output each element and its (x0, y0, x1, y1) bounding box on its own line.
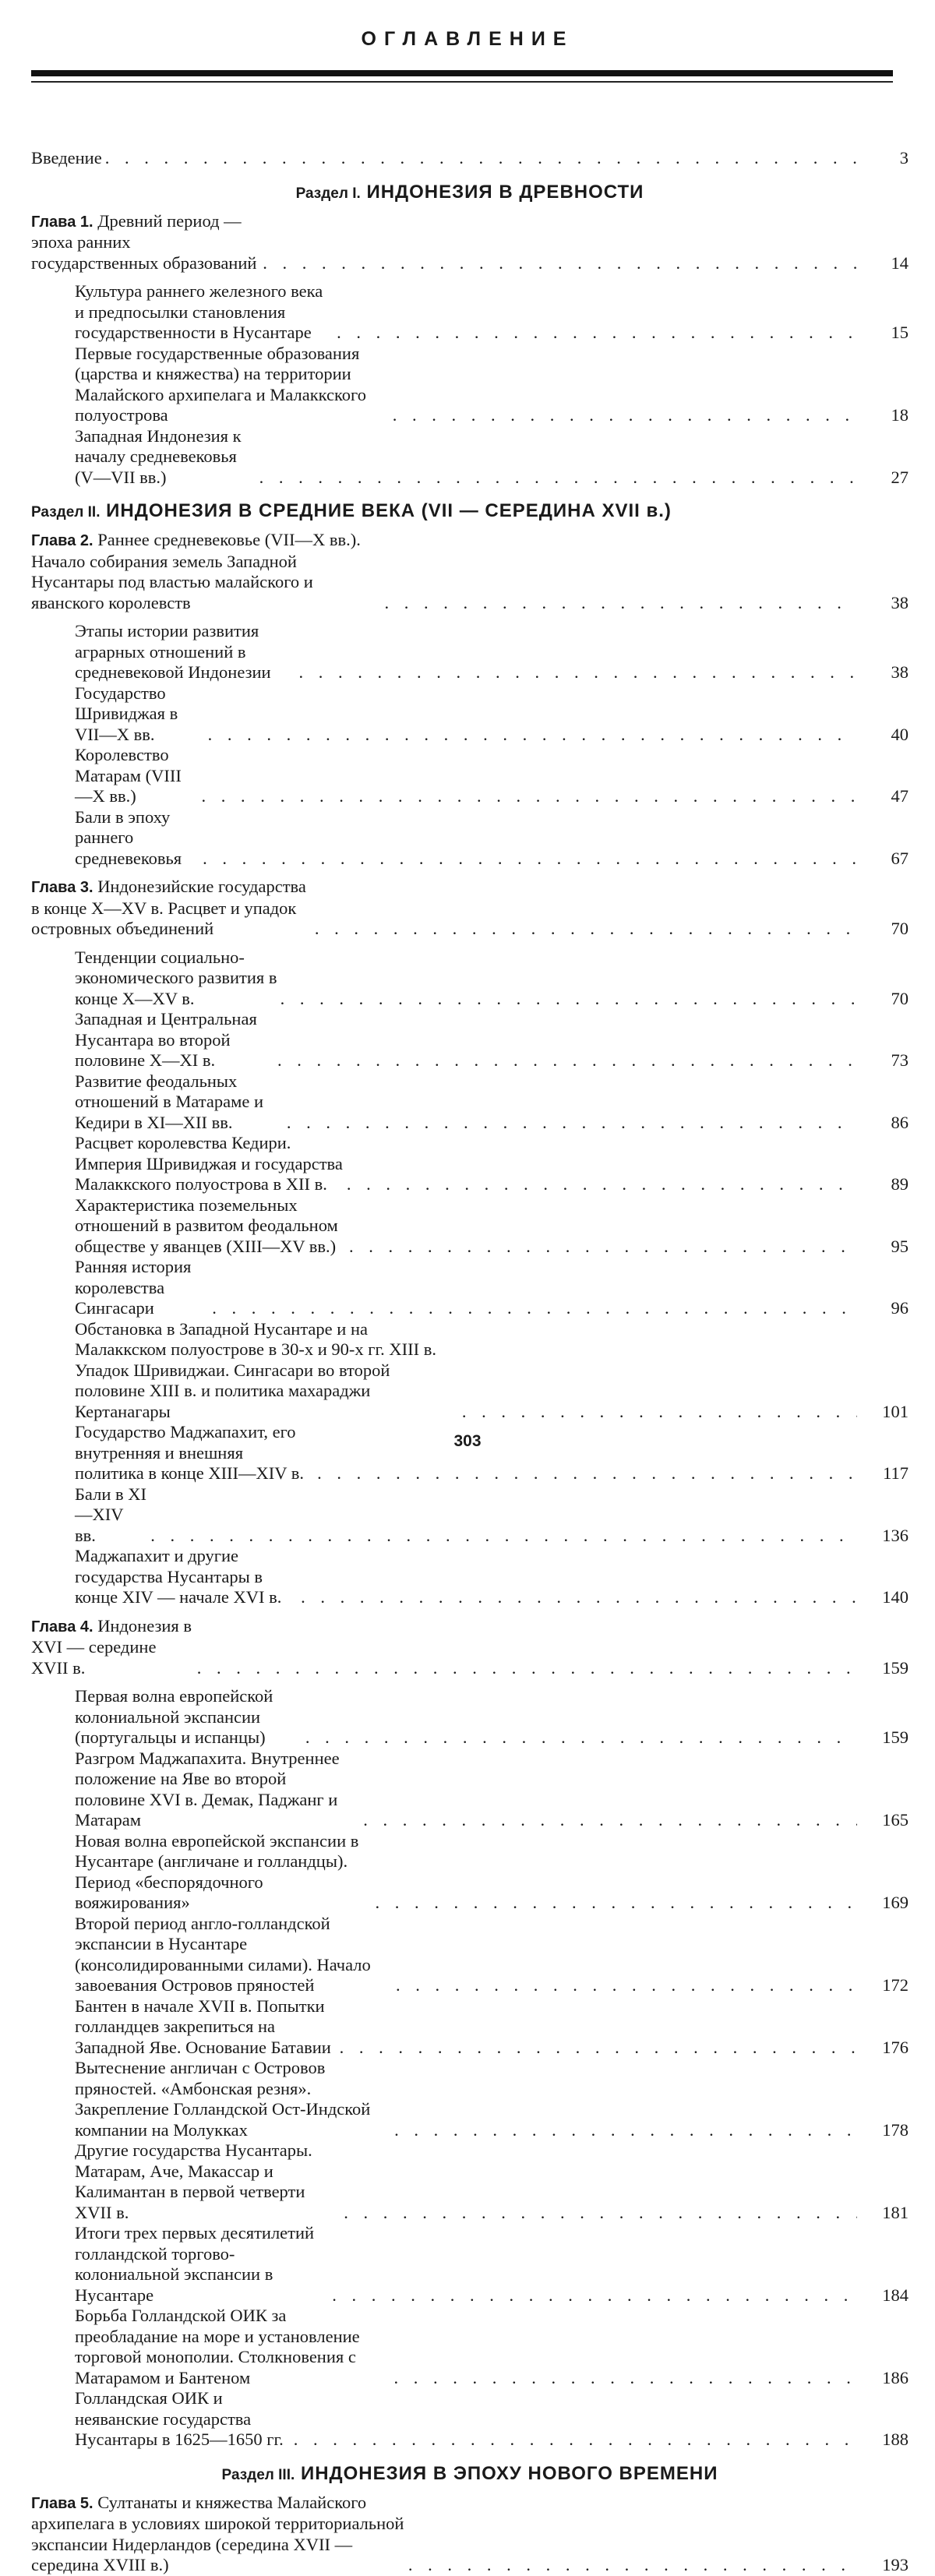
section-title: ИНДОНЕЗИЯ В ДРЕВНОСТИ (366, 181, 644, 203)
toc-chapter-4[interactable] (31, 1616, 909, 1679)
toc-entry-title: Западная Индонезия к началу средневековья (V—VII вв.) (75, 425, 242, 487)
toc-entry-page: 70 (891, 988, 909, 1008)
toc-entry-title: Маджапахит и другие государства Нусантары в конце XIV — начале XVI в. (75, 1546, 282, 1607)
toc-entry[interactable] (31, 683, 909, 746)
toc-entry[interactable] (31, 344, 909, 426)
dot-leader (340, 2203, 857, 2224)
toc-entry-page: 86 (891, 1112, 909, 1132)
toc-entry-page: 159 (882, 1657, 909, 1678)
toc-entry-page: 117 (883, 1463, 909, 1483)
dot-leader (302, 1727, 857, 1749)
toc-entry-title: Первые государственные образования (царства и княжества) на территории Малайского архипелага и Малаккского полуострова (75, 343, 366, 425)
dot-leader (194, 1658, 857, 1679)
toc-entry[interactable] (31, 1996, 909, 2059)
toc-entry[interactable] (31, 2306, 909, 2388)
chapter-label: Глава 3. (31, 879, 94, 896)
chapter-title: Древний период — эпоха ранних государственных образований (31, 210, 257, 273)
toc-entry[interactable] (31, 807, 909, 870)
dot-leader (390, 405, 857, 426)
dot-leader (382, 593, 857, 614)
chapter-2-items (31, 621, 909, 869)
toc-entry-title: Голландская ОИК и неяванские государства Нусантары в 1625—1650 гг. (75, 2388, 284, 2449)
table-of-contents (31, 148, 909, 2576)
dot-leader (346, 1237, 857, 1258)
toc-entry[interactable] (31, 947, 909, 1010)
dot-leader (256, 468, 857, 489)
title-rule-thick (31, 70, 893, 76)
dot-leader (344, 1174, 857, 1195)
toc-entry-title: Обстановка в Западной Нусантаре и на Малаккском полуострове в 30-х и 90-х гг. XIII в. Упадок Шривиджаи. Сингасари во второй половине XIII в. и политика махараджи Кертанагары (75, 1318, 437, 1421)
toc-entry-title: Ранняя история королевства Сингасари (75, 1257, 192, 1318)
toc-entry-page: 193 (882, 2555, 909, 2574)
chapter-4-items (31, 1686, 909, 2451)
dot-leader (391, 2368, 857, 2389)
toc-entry-page: 18 (891, 405, 909, 425)
toc-entry-title: Разгром Маджапахита. Внутреннее положение на Яве во второй половине XVI в. Демак, Паджанг и Матарам (75, 1748, 340, 1830)
dot-leader (296, 662, 857, 683)
section-heading-1 (31, 182, 909, 203)
toc-entry-page: 184 (882, 2285, 909, 2305)
dot-leader (205, 725, 857, 746)
toc-entry-page: 70 (891, 919, 909, 938)
chapter-label: Глава 5. (31, 2494, 94, 2512)
toc-entry[interactable] (31, 1686, 909, 1749)
section-title: ИНДОНЕЗИЯ В СРЕДНИЕ ВЕКА (VII — СЕРЕДИНА XVII в.) (106, 500, 672, 521)
dot-leader (291, 2430, 857, 2451)
toc-entry-page: 136 (882, 1525, 909, 1545)
toc-entry[interactable] (31, 2388, 909, 2451)
chapter-title: Султанаты и княжества Малайского архипелага в условиях широкой территориальной экспансии Нидерландов (середина XVII — середина XVIII в.) (31, 2492, 404, 2574)
toc-entry-title: Королевство Матарам (VIII—X вв.) (75, 745, 182, 806)
toc-entry-page: 165 (882, 1810, 909, 1830)
toc-entry[interactable] (31, 1831, 909, 1914)
toc-entry-page: 67 (891, 848, 909, 868)
toc-entry-title: Первая волна европейской колониальной экспансии (португальцы и испанцы) (75, 1686, 273, 1747)
toc-entry[interactable] (31, 1257, 909, 1319)
dot-leader (199, 849, 857, 870)
toc-entry-page: 188 (882, 2430, 909, 2449)
toc-entry-intro[interactable] (31, 148, 909, 169)
toc-entry-title: Бали в эпоху раннего средневековья (75, 806, 182, 868)
toc-entry-page: 38 (891, 592, 909, 612)
toc-entry-title: Бали в XI—XIV вв. (75, 1484, 146, 1545)
toc-entry-page: 101 (882, 1401, 909, 1421)
chapter-title: Индонезия в XVI — середине XVII в. (31, 1615, 192, 1678)
toc-entry-title: Новая волна европейской экспансии в Нусантаре (англичане и голландцы). Период «беспорядочного вояжирования» (75, 1830, 359, 1912)
chapter-title: Раннее средневековье (VII—X вв.). Начало собирания земель Западной Нусантары под властью малайского и яванского королевств (31, 530, 361, 612)
toc-entry[interactable] (31, 1009, 909, 1071)
toc-entry-page: 14 (891, 252, 909, 273)
toc-entry[interactable] (31, 1071, 909, 1134)
section-label: Раздел II. (31, 504, 101, 520)
toc-entry-page: 96 (891, 1298, 909, 1318)
dot-leader (391, 2120, 857, 2141)
dot-leader (277, 989, 857, 1010)
dot-leader (459, 1402, 857, 1423)
dot-leader (337, 2038, 857, 2059)
toc-entry-page: 140 (882, 1587, 909, 1607)
chapter-label: Глава 2. (31, 532, 94, 549)
page-number: 303 (453, 1432, 482, 1450)
toc-entry[interactable] (31, 1422, 909, 1484)
toc-entry-page: 27 (891, 467, 909, 487)
toc-entry-title: Итоги трех первых десятилетий голландской торгово-колониальной экспансии в Нусантаре (75, 2223, 315, 2305)
toc-entry-title: Характеристика поземельных отношений в развитом феодальном обществе у яванцев (XIII—XV вв.) (75, 1194, 338, 1256)
section-heading-3 (31, 2463, 909, 2485)
dot-leader (333, 323, 857, 344)
toc-entry-title: Второй период англо-голландской экспансии в Нусантаре (консолидированными силами). Начало завоевания Островов пряностей (75, 1913, 371, 1995)
section-heading-2 (31, 500, 909, 522)
toc-entry[interactable] (31, 1914, 909, 1996)
toc-entry-title: Бантен в начале XVII в. Попытки голландцев закрепиться на Западной Яве. Основание Батавии (75, 1996, 331, 2057)
section-title: ИНДОНЕЗИЯ В ЭПОХУ НОВОГО ВРЕМЕНИ (300, 2462, 718, 2484)
toc-chapter-1[interactable] (31, 211, 909, 274)
dot-leader (274, 1050, 857, 1071)
chapter-3-items (31, 947, 909, 1608)
chapter-1-items (31, 281, 909, 488)
toc-entry-page: 40 (891, 724, 909, 744)
dot-leader (199, 786, 857, 807)
toc-entry-title: Этапы истории развития аграрных отношений в средневековой Индонезии (75, 621, 271, 682)
toc-entry-page: 181 (882, 2202, 909, 2222)
toc-entry-page: 47 (891, 786, 909, 806)
toc-entry-title: Расцвет королевства Кедири. Империя Шривиджая и государства Малаккского полуострова в XII в. (75, 1133, 343, 1194)
toc-chapter-2[interactable] (31, 530, 909, 613)
toc-entry-page: 169 (882, 1893, 909, 1912)
dot-leader (360, 1810, 857, 1831)
toc-entry-title: Государство Шривиджая в VII—X вв. (75, 683, 178, 744)
toc-entry[interactable] (31, 2140, 909, 2223)
toc-chapter-3[interactable] (31, 877, 909, 940)
toc-entry[interactable] (31, 745, 909, 807)
toc-entry[interactable] (31, 1195, 909, 1258)
toc-entry-title: Борьба Голландской ОИК за преобладание на море и установление торговой монополии. Столкновения с Матарамом и Бантеном (75, 2306, 360, 2387)
toc-entry-title: Другие государства Нусантары. Матарам, Аче, Макассар и Калимантан в первой четверти XVII в. (75, 2140, 312, 2222)
toc-entry[interactable] (31, 1749, 909, 1831)
dot-leader (209, 1298, 857, 1319)
toc-chapter-5[interactable] (31, 2493, 909, 2576)
toc-entry-page: 159 (882, 1727, 909, 1747)
toc-entry[interactable] (31, 1319, 909, 1423)
toc-entry-page: 172 (882, 1975, 909, 1995)
dot-leader (393, 1975, 857, 1996)
toc-entry-page: 89 (891, 1174, 909, 1194)
toc-entry-page: 38 (891, 662, 909, 682)
toc-entry-page: 186 (882, 2367, 909, 2387)
section-label: Раздел III. (221, 2466, 295, 2483)
chapter-title: Индонезийские государства в конце X—XV в. Расцвет и упадок островных объединений (31, 877, 306, 938)
toc-entry-page: 73 (891, 1050, 909, 1070)
toc-entry[interactable] (31, 281, 909, 344)
toc-entry[interactable] (31, 426, 909, 489)
toc-entry-title: Тенденции социально-экономического развития в конце X—XV в. (75, 947, 277, 1008)
section-label: Раздел I. (295, 185, 361, 202)
toc-entry-page: 15 (891, 323, 909, 342)
toc-entry-page: 176 (882, 2037, 909, 2057)
chapter-label: Глава 1. (31, 213, 94, 231)
toc-entry-title: Государство Маджапахит, его внутренняя и внешняя политика в конце XIII—XIV в. (75, 1422, 305, 1483)
toc-entry-title: Западная и Центральная Нусантара во второй половине X—XI в. (75, 1009, 257, 1070)
toc-entry-page: 95 (891, 1236, 909, 1256)
dot-leader (102, 148, 857, 169)
dot-leader (259, 253, 857, 274)
dot-leader (405, 2555, 857, 2576)
toc-entry-page: 3 (899, 148, 909, 168)
toc-entry[interactable] (31, 621, 909, 683)
dot-leader (312, 919, 857, 940)
toc-entry-page: 178 (882, 2119, 909, 2140)
dot-leader (147, 1526, 857, 1547)
dot-leader (284, 1113, 857, 1134)
toc-entry-title: Вытеснение англичан с Островов пряностей. «Амбонская резня». Закрепление Голландской Ост-Индской компании на Молукках (75, 2058, 371, 2140)
toc-entry[interactable] (31, 2058, 909, 2140)
dot-leader (372, 1893, 857, 1914)
toc-entry-title: Культура раннего железного века и предпосылки становления государственности в Нусантаре (75, 281, 323, 342)
toc-entry[interactable] (31, 1546, 909, 1608)
title-rule-thin (31, 81, 893, 83)
dot-leader (329, 2285, 857, 2306)
toc-entry[interactable] (31, 2223, 909, 2306)
dot-leader (298, 1587, 857, 1608)
toc-entry[interactable] (31, 1484, 909, 1547)
toc-entry[interactable] (31, 1133, 909, 1195)
chapter-label: Глава 4. (31, 1618, 94, 1636)
page-title: ОГЛАВЛЕНИЕ (361, 28, 574, 50)
toc-entry-title: Развитие феодальных отношений в Матараме и Кедири в XI—XII вв. (75, 1071, 264, 1132)
toc-entry-title: Введение (31, 148, 102, 168)
